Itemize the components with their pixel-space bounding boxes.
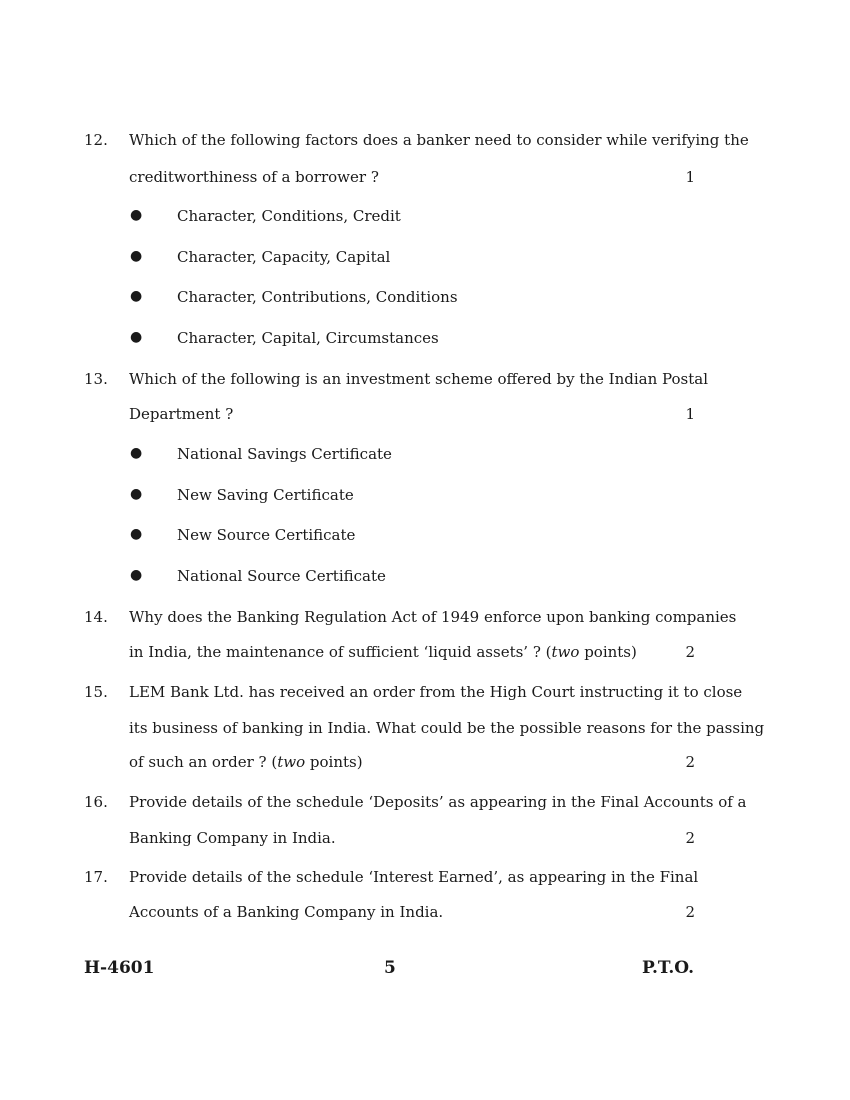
question-text-line: Accounts of a Banking Company in India.	[129, 903, 444, 921]
italic-word: two	[551, 643, 580, 661]
option-text: Character, Capital, Circumstances	[177, 329, 439, 347]
question-text-line: Banking Company in India.	[129, 829, 336, 847]
question-number: 12.	[84, 131, 108, 149]
paren-open: (	[545, 643, 552, 661]
question-number: 15.	[84, 683, 108, 701]
marks: 2	[685, 753, 695, 771]
bullet-icon: ●	[130, 567, 143, 583]
question-text-line: creditworthiness of a borrower ?	[129, 168, 379, 186]
paper-code: H-4601	[84, 958, 155, 978]
bullet-icon: ●	[130, 288, 143, 304]
question-text-line	[129, 753, 695, 771]
question-text: in India, the maintenance of sufficient ‘liquid assets’ ?	[129, 643, 541, 661]
question-text-line: Provide details of the schedule ‘Interest Earned’, as appearing in the Final	[129, 868, 699, 886]
option-text: New Saving Certificate	[177, 486, 354, 504]
italic-word: two	[277, 753, 306, 771]
question-text-line	[129, 643, 695, 661]
bullet-icon: ●	[130, 248, 143, 264]
question-number: 13.	[84, 370, 108, 388]
question-number: 17.	[84, 868, 108, 886]
option-text: National Source Certificate	[177, 567, 386, 585]
question-text-line: Why does the Banking Regulation Act of 1949 enforce upon banking companies	[129, 608, 737, 626]
question-number: 16.	[84, 793, 108, 811]
option-text: Character, Contributions, Conditions	[177, 288, 458, 306]
paren-close: points)	[305, 753, 363, 771]
option-text: National Savings Certificate	[177, 445, 392, 463]
question-text: of such an order ?	[129, 753, 267, 771]
question-text-line: Which of the following is an investment scheme offered by the Indian Postal	[129, 370, 708, 388]
bullet-icon: ●	[130, 486, 143, 502]
option-text: New Source Certificate	[177, 526, 356, 544]
marks: 1	[685, 168, 695, 186]
bullet-icon: ●	[130, 207, 143, 223]
paren-close: points)	[579, 643, 637, 661]
question-text-line: Which of the following factors does a banker need to consider while verifying the	[129, 131, 749, 149]
question-text-line: LEM Bank Ltd. has received an order from the High Court instructing it to close	[129, 683, 743, 701]
question-text-line: Provide details of the schedule ‘Deposits’ as appearing in the Final Accounts of a	[129, 793, 747, 811]
option-text: Character, Conditions, Credit	[177, 207, 401, 225]
question-number: 14.	[84, 608, 108, 626]
pto-label: P.T.O.	[642, 958, 694, 978]
bullet-icon: ●	[130, 329, 143, 345]
question-text-line: Department ?	[129, 405, 234, 423]
marks: 2	[685, 643, 695, 661]
page-number: 5	[384, 958, 396, 978]
paren-open: (	[271, 753, 278, 771]
marks: 2	[685, 829, 695, 847]
bullet-icon: ●	[130, 445, 143, 461]
question-text-line: its business of banking in India. What could be the possible reasons for the passing	[129, 719, 765, 737]
option-text: Character, Capacity, Capital	[177, 248, 391, 266]
marks: 1	[685, 405, 695, 423]
marks: 2	[685, 903, 695, 921]
bullet-icon: ●	[130, 526, 143, 542]
